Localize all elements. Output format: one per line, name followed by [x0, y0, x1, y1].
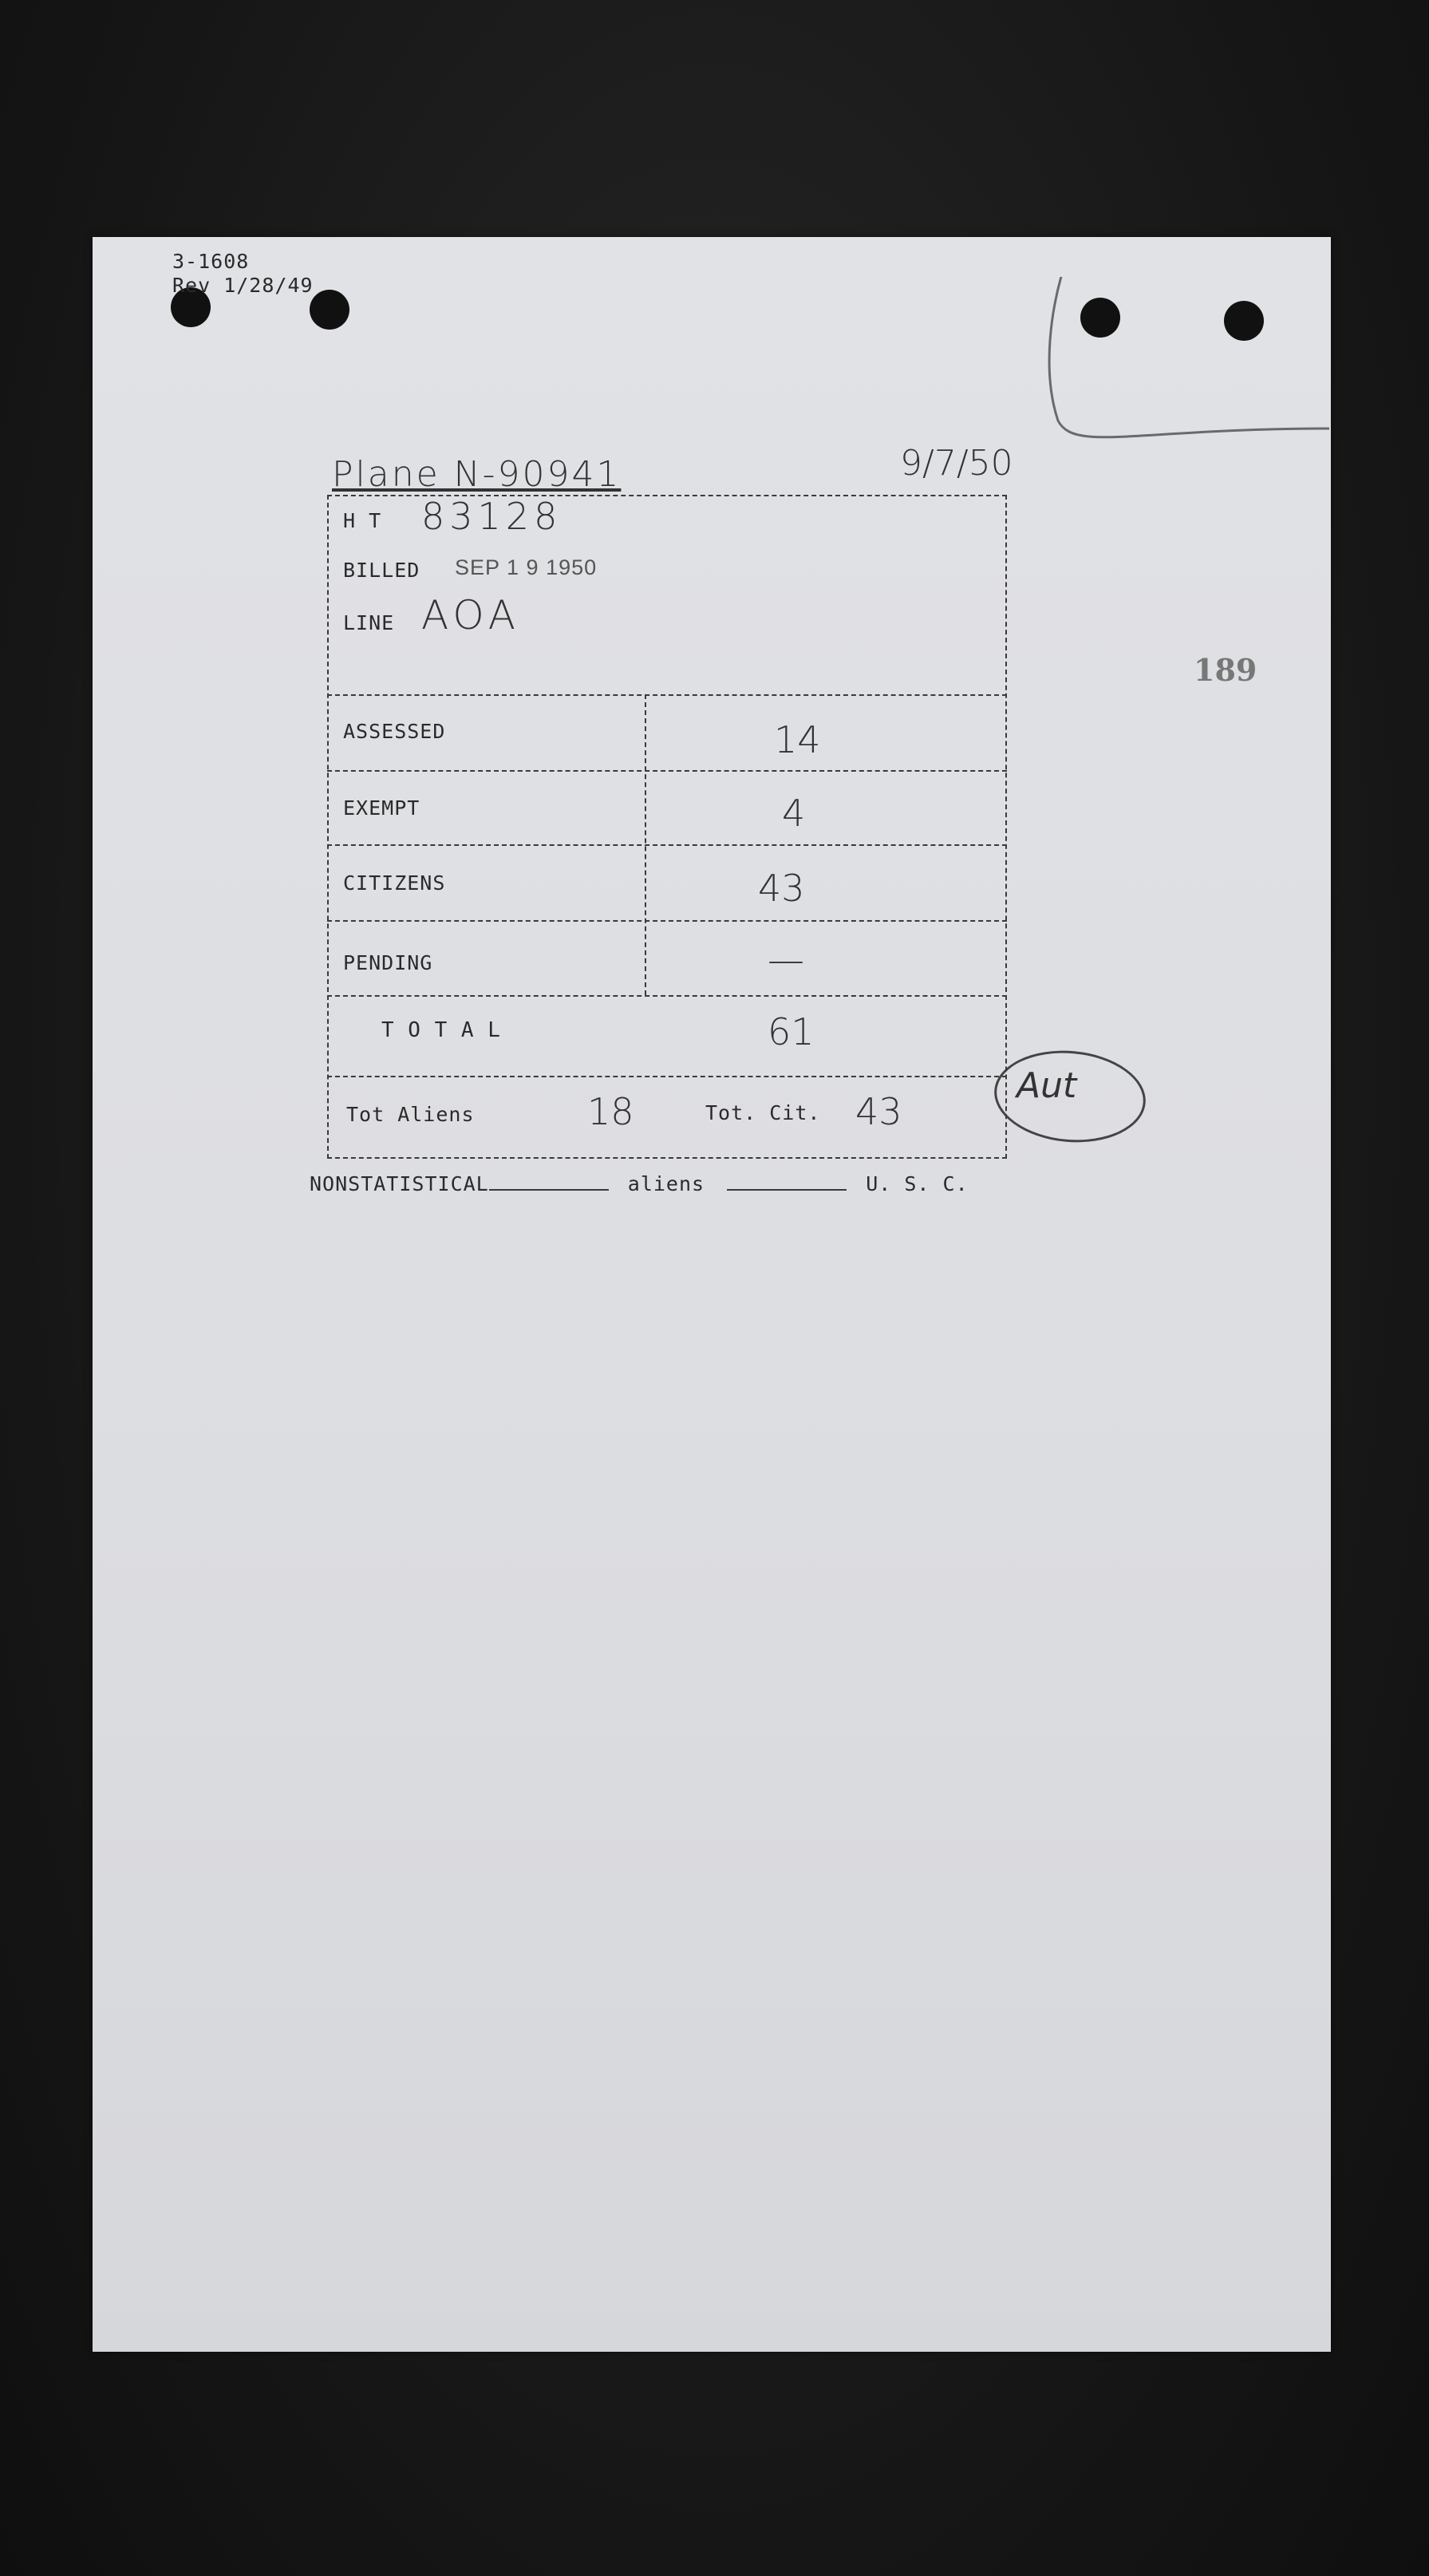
- column-divider: [645, 694, 646, 995]
- billed-label: BILLED: [343, 559, 420, 582]
- row-value-pending: —: [768, 938, 804, 982]
- row-label-assessed: ASSESSED: [343, 720, 446, 743]
- row-value-citizens: 43: [758, 867, 805, 910]
- billed-date-stamp: SEP 1 9 1950: [455, 555, 598, 579]
- tot-aliens-label: Tot Aliens: [346, 1103, 475, 1126]
- header-divider: [327, 694, 1007, 696]
- nonstatistical-line: [310, 1172, 969, 1195]
- aliens-label: aliens: [627, 1172, 705, 1195]
- row-label-exempt: EXEMPT: [343, 796, 420, 820]
- nonstat-blank: [489, 1189, 609, 1191]
- row-divider: [327, 844, 1007, 846]
- aliens-blank: [727, 1189, 847, 1191]
- form-number: 3-1608: [172, 250, 250, 273]
- row-divider: [327, 770, 1007, 772]
- tot-cit-label: Tot. Cit.: [705, 1101, 821, 1124]
- total-value: 61: [768, 1010, 815, 1053]
- date-handwritten: 9/7/50: [900, 443, 1013, 484]
- row-label-pending: PENDING: [343, 951, 433, 974]
- row-label-citizens: CITIZENS: [343, 871, 446, 895]
- plane-number: Plane N-90941: [332, 454, 622, 495]
- nonstatistical-label: NONSTATISTICAL: [310, 1172, 489, 1195]
- form-revision: Rev 1/28/49: [172, 274, 314, 297]
- initials: Aut: [1016, 1065, 1077, 1106]
- punch-hole: [310, 290, 349, 330]
- total-label: T O T A L: [381, 1018, 501, 1042]
- manifest-form-table: [327, 495, 1007, 1159]
- ht-value: 83128: [421, 495, 563, 538]
- page-number: 189: [1194, 652, 1257, 688]
- row-value-exempt: 4: [782, 792, 806, 835]
- ht-label: H T: [343, 509, 382, 532]
- row-divider: [327, 995, 1007, 997]
- row-value-assessed: 14: [774, 718, 821, 761]
- usc-label: U. S. C.: [866, 1172, 969, 1195]
- line-label: LINE: [343, 611, 395, 634]
- pencil-mark: [1042, 277, 1337, 460]
- row-divider: [327, 1076, 1007, 1077]
- tot-cit-value: 43: [855, 1090, 902, 1133]
- tot-aliens-value: 18: [587, 1090, 634, 1133]
- line-value: AOA: [421, 592, 521, 638]
- row-divider: [327, 920, 1007, 922]
